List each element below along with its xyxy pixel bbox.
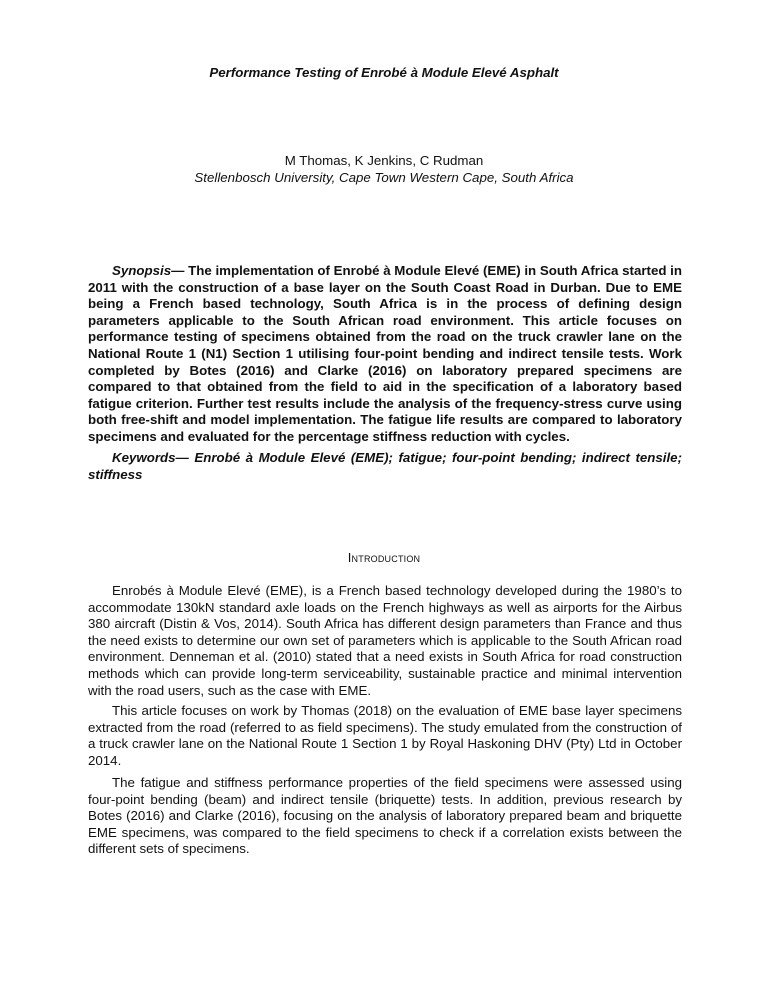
paragraph: Enrobés à Module Elevé (EME), is a French based technology developed during the 1980’s to accommodate 130kN standard axle loads on the French highways as well as airports for the Airbus 380 aircraft (Distin & Vos, 2014). South Africa has different design parameters than France and thus the need exists to determine our own set of parameters which is applicable to the South African road environment. Denneman et al. (2010) stated that a need exists in South Africa for road construction methods which can provide long-term serviceability, sustainable practice and minimal intervention with the road users, such as the case with EME. [88, 583, 682, 698]
section-heading-introduction: Introduction [347, 550, 421, 565]
paragraph: This article focuses on work by Thomas (2018) on the evaluation of EME base layer specimens extracted from the road (referred to as field specimens). The study emulated from the construction of a truck crawler lane on the National Route 1 Section 1 by Royal Haskoning DHV (Pty) Ltd in October 2014. [88, 703, 682, 768]
synopsis-dash: — [171, 263, 189, 278]
paper-title: Performance Testing of Enrobé à Module Elevé Asphalt [209, 65, 559, 80]
keywords-label: Keywords— [112, 450, 195, 465]
synopsis-label: Synopsis [112, 263, 172, 278]
affiliation: Stellenbosch University, Cape Town Western Cape, South Africa [194, 170, 574, 185]
keywords-text: Enrobé à Module Elevé (EME); fatigue; four-point bending; indirect tensile; stiffness [88, 450, 682, 482]
paragraph: The fatigue and stiffness performance properties of the field specimens were assessed using four-point bending (beam) and indirect tensile (briquette) tests. In addition, previous research by Botes (2016) and Clarke (2016), focusing on the analysis of laboratory prepared beam and briquette EME specimens, was compared to the field specimens to check if a correlation exists between the different sets of specimens. [88, 775, 682, 857]
authors: M Thomas, K Jenkins, C Rudman [284, 153, 484, 168]
synopsis [88, 263, 682, 446]
synopsis-text: The implementation of Enrobé à Module Elevé (EME) in South Africa started in 2011 with the construction of a base layer on the South Coast Road in Durban. Due to EME being a French based technology, South Africa is in the process of defining design parameters applicable to the South African road environment. This article focuses on performance testing of specimens obtained from the road on the truck crawler lane on the National Route 1 (N1) Section 1 utilising four-point bending and indirect tensile tests. Work completed by Botes (2016) and Clarke (2016) on laboratory prepared specimens are compared to that obtained from the field to aid in the specification of a laboratory based fatigue criterion. Further test results include the analysis of the frequency-stress curve using both free-shift and model implementation. The fatigue life results are compared to laboratory specimens and evaluated for the percentage stiffness reduction with cycles. [88, 263, 682, 444]
keywords [88, 450, 682, 483]
